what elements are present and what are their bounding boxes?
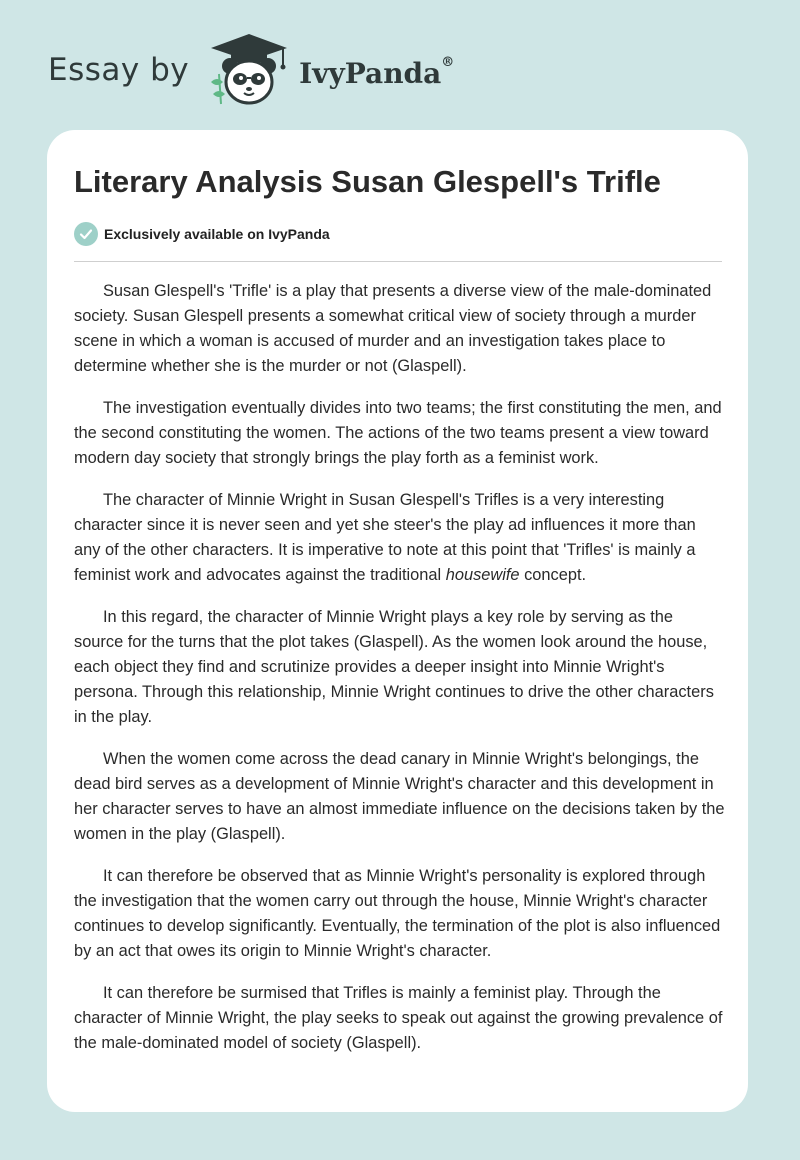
paragraph: Susan Glespell's 'Trifle' is a play that presents a diverse view of the male-dominated society. Susan Glespell presents a somewhat critical view of society through a murder scene in which a woman is accused of murder and an investigation takes place to determine whether she is the murder or not (Glaspell). <box>74 282 712 375</box>
paragraph-text: concept. <box>519 566 587 584</box>
paragraph: It can therefore be surmised that Trifles is mainly a feminist play. Through the character of Minnie Wright, the play seeks to speak out against the growing prevalence of the male-dominated model of society (Glaspell). <box>74 984 723 1052</box>
page-title: Literary Analysis Susan Glespell's Trifle <box>74 164 661 199</box>
panda-logo-icon[interactable] <box>203 30 295 110</box>
paragraph <box>74 488 726 588</box>
exclusive-badge <box>74 222 330 246</box>
brand-name[interactable]: IvyPanda® <box>299 54 455 90</box>
paragraph: The investigation eventually divides into two teams; the first constituting the men, and the second constituting the women. The actions of the two teams present a view toward modern day society that strongly brings the play forth as a feminist work. <box>74 399 722 467</box>
emphasis-text: housewife <box>445 566 520 584</box>
article-card <box>47 130 748 1112</box>
article-body <box>74 279 726 1073</box>
registered-mark: ® <box>441 54 455 70</box>
badge-label: Exclusively available on IvyPanda <box>104 226 330 242</box>
paragraph: In this regard, the character of Minnie Wright plays a key role by serving as the source for the turns that the plot takes (Glaspell). As the women look around the house, each object they find and scrutinize provides a deeper insight into Minnie Wright's persona. Through this relationship, Minnie Wright continues to drive the other characters in the play. <box>74 608 714 726</box>
site-header <box>48 30 454 110</box>
paragraph: When the women come across the dead canary in Minnie Wright's belongings, the dead bird serves as a development of Minnie Wright's character and this development in her character serves to have an almost immediate influence on the decisions taken by the women in the play (Glaspell). <box>74 750 725 843</box>
paragraph-text: The character of Minnie Wright in Susan Glespell's Trifles is a very interesting character since it is never seen and yet she steer's the play ad influences it more than any of the other characters. It is imperative to note at this point that 'Trifles' is mainly a feminist work and advocates against the traditional <box>74 491 696 584</box>
divider <box>74 261 722 262</box>
essay-by-label: Essay by <box>48 52 190 88</box>
checkmark-icon <box>74 222 98 246</box>
paragraph: It can therefore be observed that as Minnie Wright's personality is explored through the investigation that the women carry out through the house, Minnie Wright's character continues to develop significantly. Eventually, the termination of the plot is also influenced by an act that owes its origin to Minnie Wright's character. <box>74 867 721 960</box>
